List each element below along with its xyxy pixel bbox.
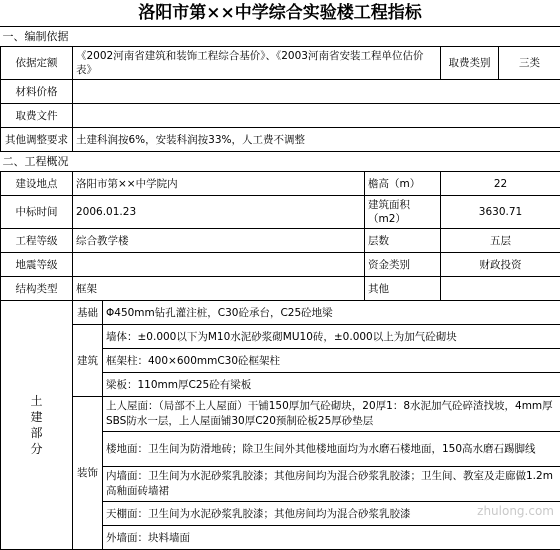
- roof-value[interactable]: 上人屋面：（局部不上人屋面）干铺150厚加气砼砌块，20厚1：8水泥加气砼碎渣找坡，4mm厚SBS防水一层，上人屋面铺30厚C20预制砼板25厚砂垫层: [103, 397, 560, 432]
- wall-value[interactable]: 墙体：±0.000以下为M10水泥砂浆砌MU10砖，±0.000以上为加气砼砌块: [103, 325, 560, 349]
- page-title: 洛阳市第××中学综合实验楼工程指标: [0, 0, 560, 27]
- storeys-value[interactable]: 五层: [441, 229, 560, 253]
- floor-area-label: 建筑面积（m2）: [365, 196, 441, 229]
- floor-area-value[interactable]: 3630.71: [441, 196, 560, 229]
- table-row: [1, 325, 560, 349]
- project-grade-value[interactable]: 综合教学楼: [73, 229, 365, 253]
- bid-time-value[interactable]: 2006.01.23: [73, 196, 365, 229]
- storeys-label: 层数: [365, 229, 441, 253]
- fee-file-value[interactable]: [73, 104, 560, 128]
- table-row: [1, 104, 560, 128]
- civil-group-char: 建: [4, 409, 69, 425]
- table-row: [1, 253, 560, 277]
- fund-type-value[interactable]: 财政投资: [441, 253, 560, 277]
- other-label: 其他: [365, 277, 441, 301]
- building-label: 建筑: [73, 325, 103, 397]
- material-price-label: 材料价格: [1, 80, 73, 104]
- other-adjust-value[interactable]: 土建科润按6%，安装科润按33%，人工费不调整: [73, 128, 560, 152]
- site-value[interactable]: 洛阳市第××中学院内: [73, 172, 365, 196]
- interior-wall-value[interactable]: 内墙面：卫生间为水泥砂浆乳胶漆；其他房间均为混合砂浆乳胶漆；卫生间、教室及走廊做1.2m高釉面砖墙裙: [103, 467, 560, 502]
- ceiling-value[interactable]: 天棚面：卫生间为水泥砂浆乳胶漆；其他房间均为混合砂浆乳胶漆: [103, 502, 560, 526]
- quota-label: 依据定额: [1, 47, 73, 80]
- seismic-grade-label: 地震等级: [1, 253, 73, 277]
- civil-group-label: [1, 301, 73, 550]
- foundation-value[interactable]: Φ450mm钻孔灌注桩，C30砼承台，C25砼地梁: [103, 301, 560, 325]
- section-heading-basis: 一、编制依据: [1, 27, 560, 47]
- exterior-wall-value[interactable]: 外墙面：块料墙面: [103, 526, 560, 550]
- bid-time-label: 中标时间: [1, 196, 73, 229]
- table-row: [1, 229, 560, 253]
- site-label: 建设地点: [1, 172, 73, 196]
- fee-category-label: 取费类别: [441, 47, 499, 80]
- structure-type-value[interactable]: 框架: [73, 277, 365, 301]
- material-price-value[interactable]: [73, 80, 560, 104]
- watermark: zhulong.com: [477, 504, 554, 518]
- section-row: [1, 27, 560, 47]
- fund-type-label: 资金类别: [365, 253, 441, 277]
- table-row: [1, 301, 560, 325]
- table-row: [1, 80, 560, 104]
- beam-slab-value[interactable]: 梁板：110mm厚C25砼有梁板: [103, 373, 560, 397]
- fee-category-value[interactable]: 三类: [499, 47, 560, 80]
- section-row: [1, 152, 560, 172]
- structure-type-label: 结构类型: [1, 277, 73, 301]
- table-row: [1, 172, 560, 196]
- section-heading-overview: 二、工程概况: [1, 152, 560, 172]
- civil-group-char: 分: [4, 441, 69, 457]
- eave-height-value[interactable]: 22: [441, 172, 560, 196]
- civil-group-char: 土: [4, 393, 69, 409]
- table-row: [1, 277, 560, 301]
- table-row: [1, 47, 560, 80]
- floor-finish-value[interactable]: 楼地面：卫生间为防滑地砖；除卫生间外其他楼地面均为水磨石楼地面，150高水磨石踢脚线: [103, 432, 560, 467]
- project-grade-label: 工程等级: [1, 229, 73, 253]
- seismic-grade-value[interactable]: [73, 253, 365, 277]
- decoration-label: 装饰: [73, 397, 103, 550]
- other-value[interactable]: [441, 277, 560, 301]
- foundation-label: 基础: [73, 301, 103, 325]
- indicator-table: [0, 26, 560, 550]
- table-row: [1, 128, 560, 152]
- column-value[interactable]: 框架柱：400×600mmC30砼框架柱: [103, 349, 560, 373]
- other-adjust-label: 其他调整要求: [1, 128, 73, 152]
- civil-group-char: 部: [4, 425, 69, 441]
- eave-height-label: 檐高（m）: [365, 172, 441, 196]
- quota-value[interactable]: 《2002河南省建筑和装饰工程综合基价》、《2003河南省安装工程单位估价表》: [73, 47, 441, 80]
- table-row: [1, 196, 560, 229]
- table-row: [1, 397, 560, 432]
- fee-file-label: 取费文件: [1, 104, 73, 128]
